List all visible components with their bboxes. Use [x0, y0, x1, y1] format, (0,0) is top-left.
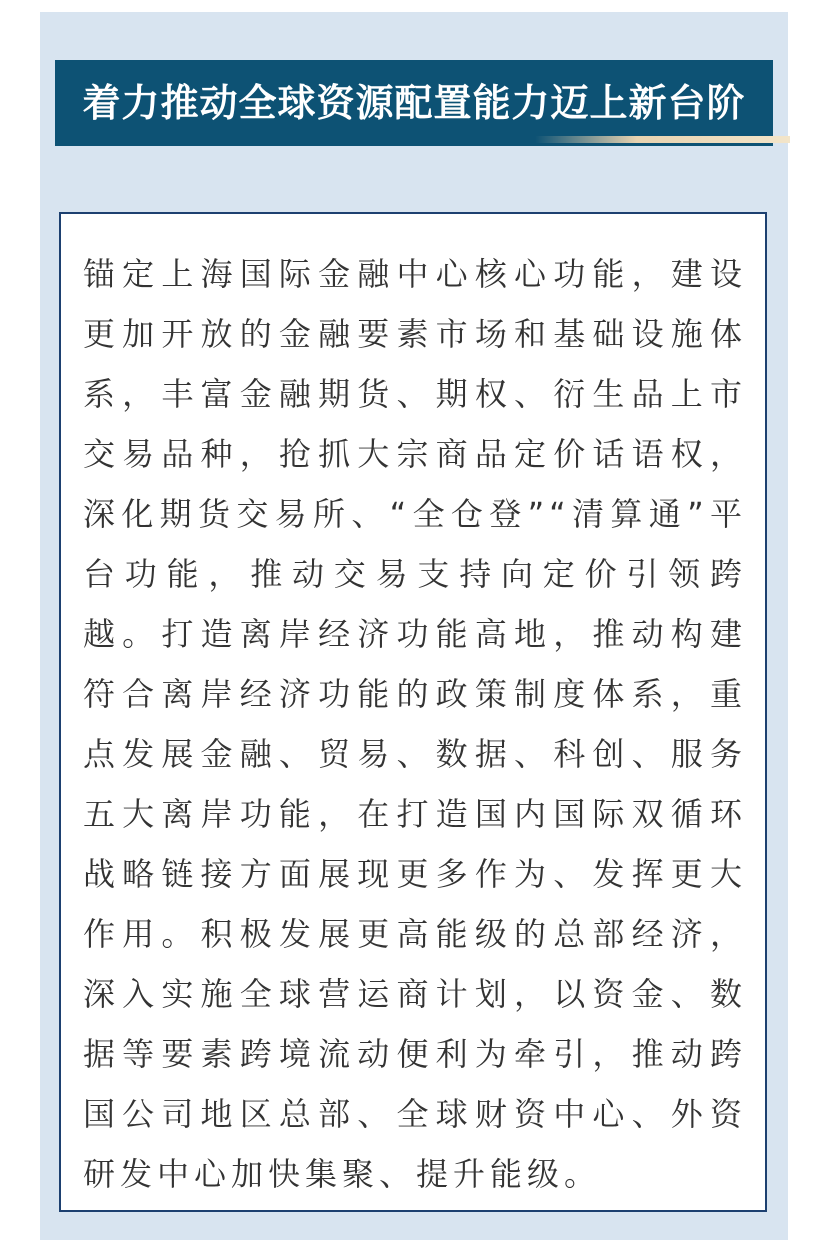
body-paragraph: 锚定上海国际金融中心核心功能，建设更加开放的金融要素市场和基础设施体系，丰富金融期货、期权、衍生品上市交易品种，抢抓大宗商品定价话语权，深化期货交易所、“全仓登”“清算通”平台功能，推动交易支持向定价引领跨越。打造离岸经济功能高地，推动构建符合离岸经济功能的政策制度体系，重点发展金融、贸易、数据、科创、服务五大离岸功能，在打造国内国际双循环战略链接方面展现更多作为、发挥更大作用。积极发展更高能级的总部经济，深入实施全球营运商计划，以资金、数据等要素跨境流动便利为牵引，推动跨国公司地区总部、全球财资中心、外资研发中心加快集聚、提升能级。 — [83, 255, 747, 1193]
content-box — [59, 212, 767, 1212]
title-banner — [55, 60, 773, 146]
title-accent-line — [535, 136, 790, 143]
section-title: 着力推动全球资源配置能力迈上新台阶 — [82, 81, 746, 125]
